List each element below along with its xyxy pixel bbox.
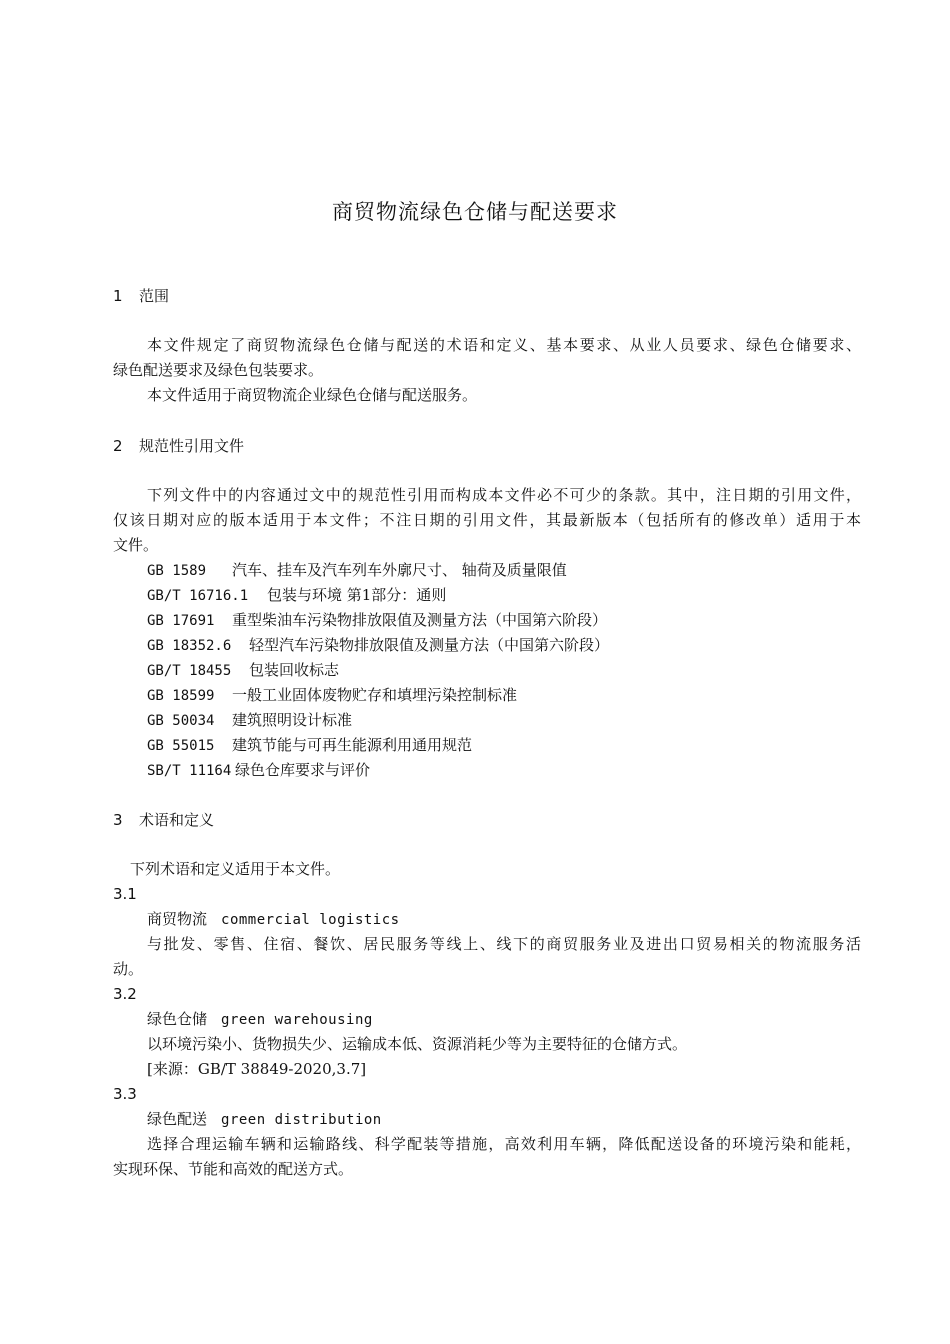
term-number: 3.1 xyxy=(113,885,137,903)
reference-code: GB/T 18455 xyxy=(147,663,232,679)
section-number: 2 xyxy=(113,437,123,455)
reference-code: GB 17691 xyxy=(147,613,215,629)
reference-title: 绿色仓库要求与评价 xyxy=(235,761,371,779)
reference-title: 轻型汽车污染物排放限值及测量方法（中国第六阶段） xyxy=(249,636,610,654)
reference-title: 汽车、挂车及汽车列车外廓尺寸、 轴荷及质量限值 xyxy=(232,561,567,579)
reference-code: GB 50034 xyxy=(147,713,215,729)
reference-title: 重型柴油车污染物排放限值及测量方法（中国第六阶段） xyxy=(232,611,608,629)
reference-title: 一般工业固体废物贮存和填埋污染控制标准 xyxy=(232,686,518,704)
term-heading xyxy=(147,1109,382,1130)
term-number: 3.3 xyxy=(113,1085,137,1103)
section-2-heading xyxy=(113,436,244,456)
reference-code: GB/T 16716.1 xyxy=(147,588,249,604)
document-title: 商贸物流绿色仓储与配送要求 xyxy=(332,200,618,224)
reference-item xyxy=(147,710,352,731)
paragraph: 本文件规定了商贸物流绿色仓储与配送的术语和定义、基本要求、从业人员要求、绿色仓储要求、 xyxy=(147,336,861,354)
term-number: 3.2 xyxy=(113,985,137,1003)
reference-item xyxy=(147,610,607,631)
reference-title: 建筑节能与可再生能源利用通用规范 xyxy=(232,736,473,754)
reference-code: GB 18352.6 xyxy=(147,638,232,654)
section-number: 1 xyxy=(113,287,123,305)
term-english: commercial logistics xyxy=(221,912,400,928)
section-title: 范围 xyxy=(139,287,170,305)
term-definition: 动。 xyxy=(113,960,144,978)
term-definition: 实现环保、节能和高效的配送方式。 xyxy=(113,1160,354,1178)
term-heading xyxy=(147,909,400,930)
reference-item xyxy=(147,560,567,581)
section-title: 规范性引用文件 xyxy=(139,437,245,455)
reference-item xyxy=(147,585,446,606)
term-chinese: 商贸物流 xyxy=(147,910,208,928)
reference-code: GB 55015 xyxy=(147,738,215,754)
reference-item xyxy=(147,760,370,781)
reference-title: 建筑照明设计标准 xyxy=(232,711,353,729)
reference-code: GB 1589 xyxy=(147,563,207,579)
reference-title: 包装与环境 第1部分：通则 xyxy=(267,586,447,604)
paragraph: 仅该日期对应的版本适用于本文件；不注日期的引用文件，其最新版本（包括所有的修改单）适用于本 xyxy=(113,511,861,529)
term-definition: 以环境污染小、货物损失少、运输成本低、资源消耗少等为主要特征的仓储方式。 xyxy=(147,1035,688,1053)
paragraph: 下列术语和定义适用于本文件。 xyxy=(130,860,341,878)
section-3-heading xyxy=(113,810,214,830)
reference-code: SB/T 11164 xyxy=(147,763,232,779)
paragraph: 文件。 xyxy=(113,536,159,554)
term-source: [来源：GB/T 38849-2020,3.7] xyxy=(147,1060,367,1078)
reference-title: 包装回收标志 xyxy=(249,661,340,679)
reference-item xyxy=(147,660,339,681)
term-definition: 与批发、零售、住宿、餐饮、居民服务等线上、线下的商贸服务业及进出口贸易相关的物流服务活 xyxy=(147,935,861,953)
term-definition: 选择合理运输车辆和运输路线、科学配装等措施，高效利用车辆，降低配送设备的环境污染和能耗， xyxy=(147,1135,861,1153)
term-heading xyxy=(147,1009,373,1030)
reference-item xyxy=(147,635,609,656)
term-english: green warehousing xyxy=(221,1012,373,1028)
section-1-heading xyxy=(113,286,169,306)
paragraph: 下列文件中的内容通过文中的规范性引用而构成本文件必不可少的条款。其中，注日期的引用文件， xyxy=(147,486,861,504)
paragraph: 绿色配送要求及绿色包装要求。 xyxy=(113,361,324,379)
term-english: green distribution xyxy=(221,1112,382,1128)
paragraph: 本文件适用于商贸物流企业绿色仓储与配送服务。 xyxy=(147,386,478,404)
reference-code: GB 18599 xyxy=(147,688,215,704)
section-number: 3 xyxy=(113,811,123,829)
term-chinese: 绿色仓储 xyxy=(147,1010,208,1028)
section-title: 术语和定义 xyxy=(139,811,215,829)
reference-item xyxy=(147,685,517,706)
reference-item xyxy=(147,735,472,756)
term-chinese: 绿色配送 xyxy=(147,1110,208,1128)
